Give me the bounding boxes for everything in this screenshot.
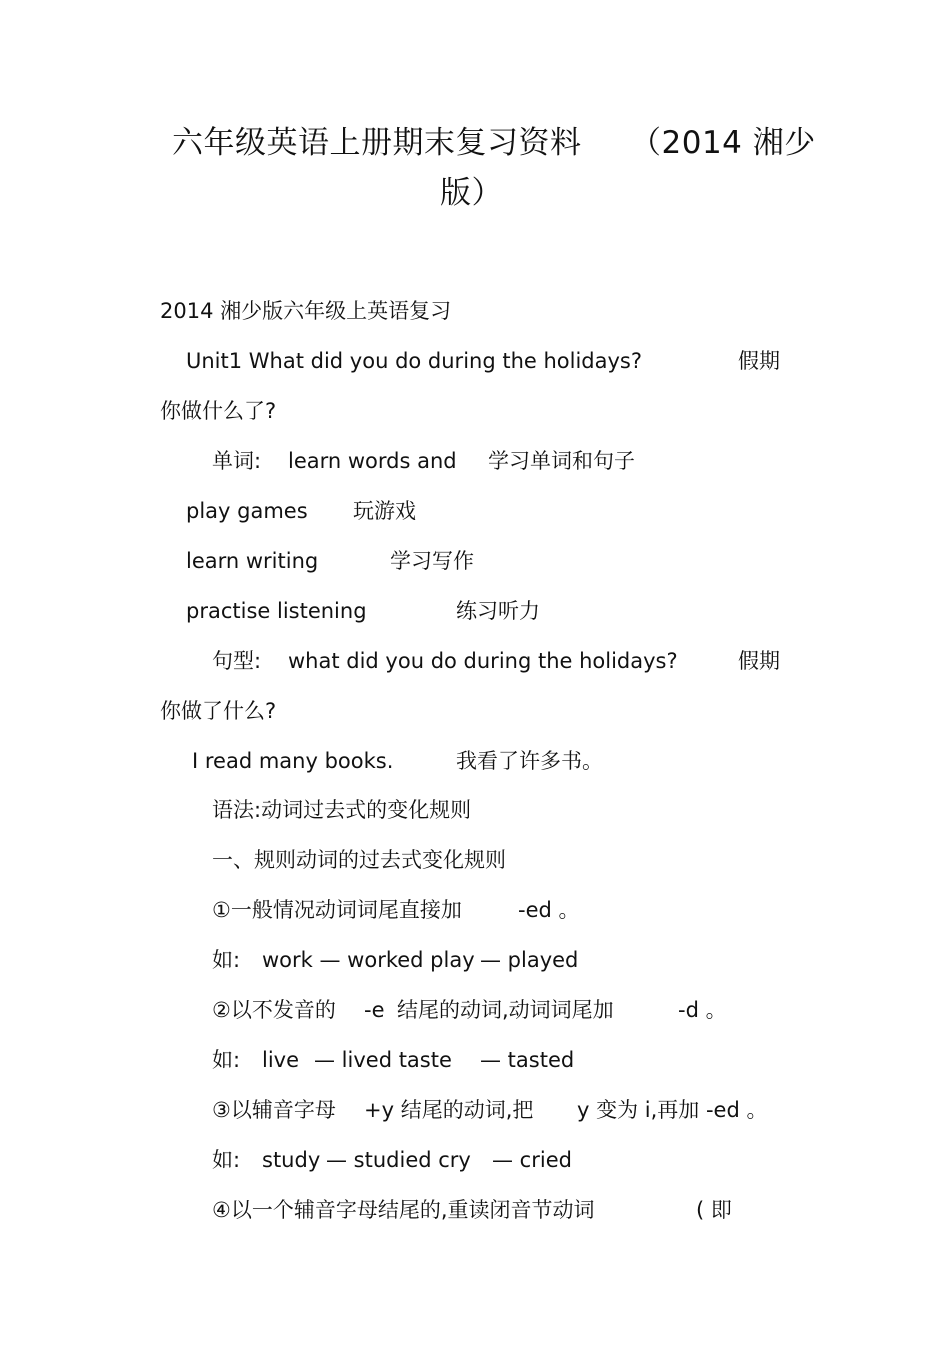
pattern-example-cn: 我看了许多书。 (456, 749, 603, 773)
vocab-label: 单词: (212, 449, 262, 473)
page-title-line2: 版） (440, 175, 503, 211)
vocab-cn: 学习单词和句子 (488, 449, 635, 473)
vocab-en: practise listening (186, 599, 367, 623)
pattern-en: what did you do during the holidays? (288, 649, 678, 673)
grammar-title: 语法:动词过去式的变化规则 (212, 798, 472, 822)
grammar-section1: 一、规则动词的过去式变化规则 (212, 848, 506, 872)
vocab-en: learn words and (288, 449, 457, 473)
vocab-cn: 学习写作 (390, 549, 474, 573)
unit1-heading-cont: 你做什么了? (160, 399, 277, 423)
page-title-line1 (172, 123, 582, 163)
subtitle: 2014 湘少版六年级上英语复习 (160, 299, 452, 323)
page-title-main: 六年级英语上册期末复习资料 (172, 125, 582, 161)
pattern-label: 句型: (212, 649, 262, 673)
vocab-en: learn writing (186, 549, 319, 573)
vocab-cn: 玩游戏 (353, 499, 416, 523)
vocab-en: play games (186, 499, 308, 523)
pattern-cont: 你做了什么? (160, 699, 277, 723)
unit1-heading-cn: 假期 (738, 349, 780, 373)
pattern-cn: 假期 (738, 649, 780, 673)
unit1-heading-en: Unit1 What did you do during the holidays? (186, 349, 643, 373)
page-title-paren: （2014 湘少 (630, 125, 816, 161)
pattern-example-en: I read many books. (192, 749, 394, 773)
vocab-cn: 练习听力 (456, 599, 540, 623)
